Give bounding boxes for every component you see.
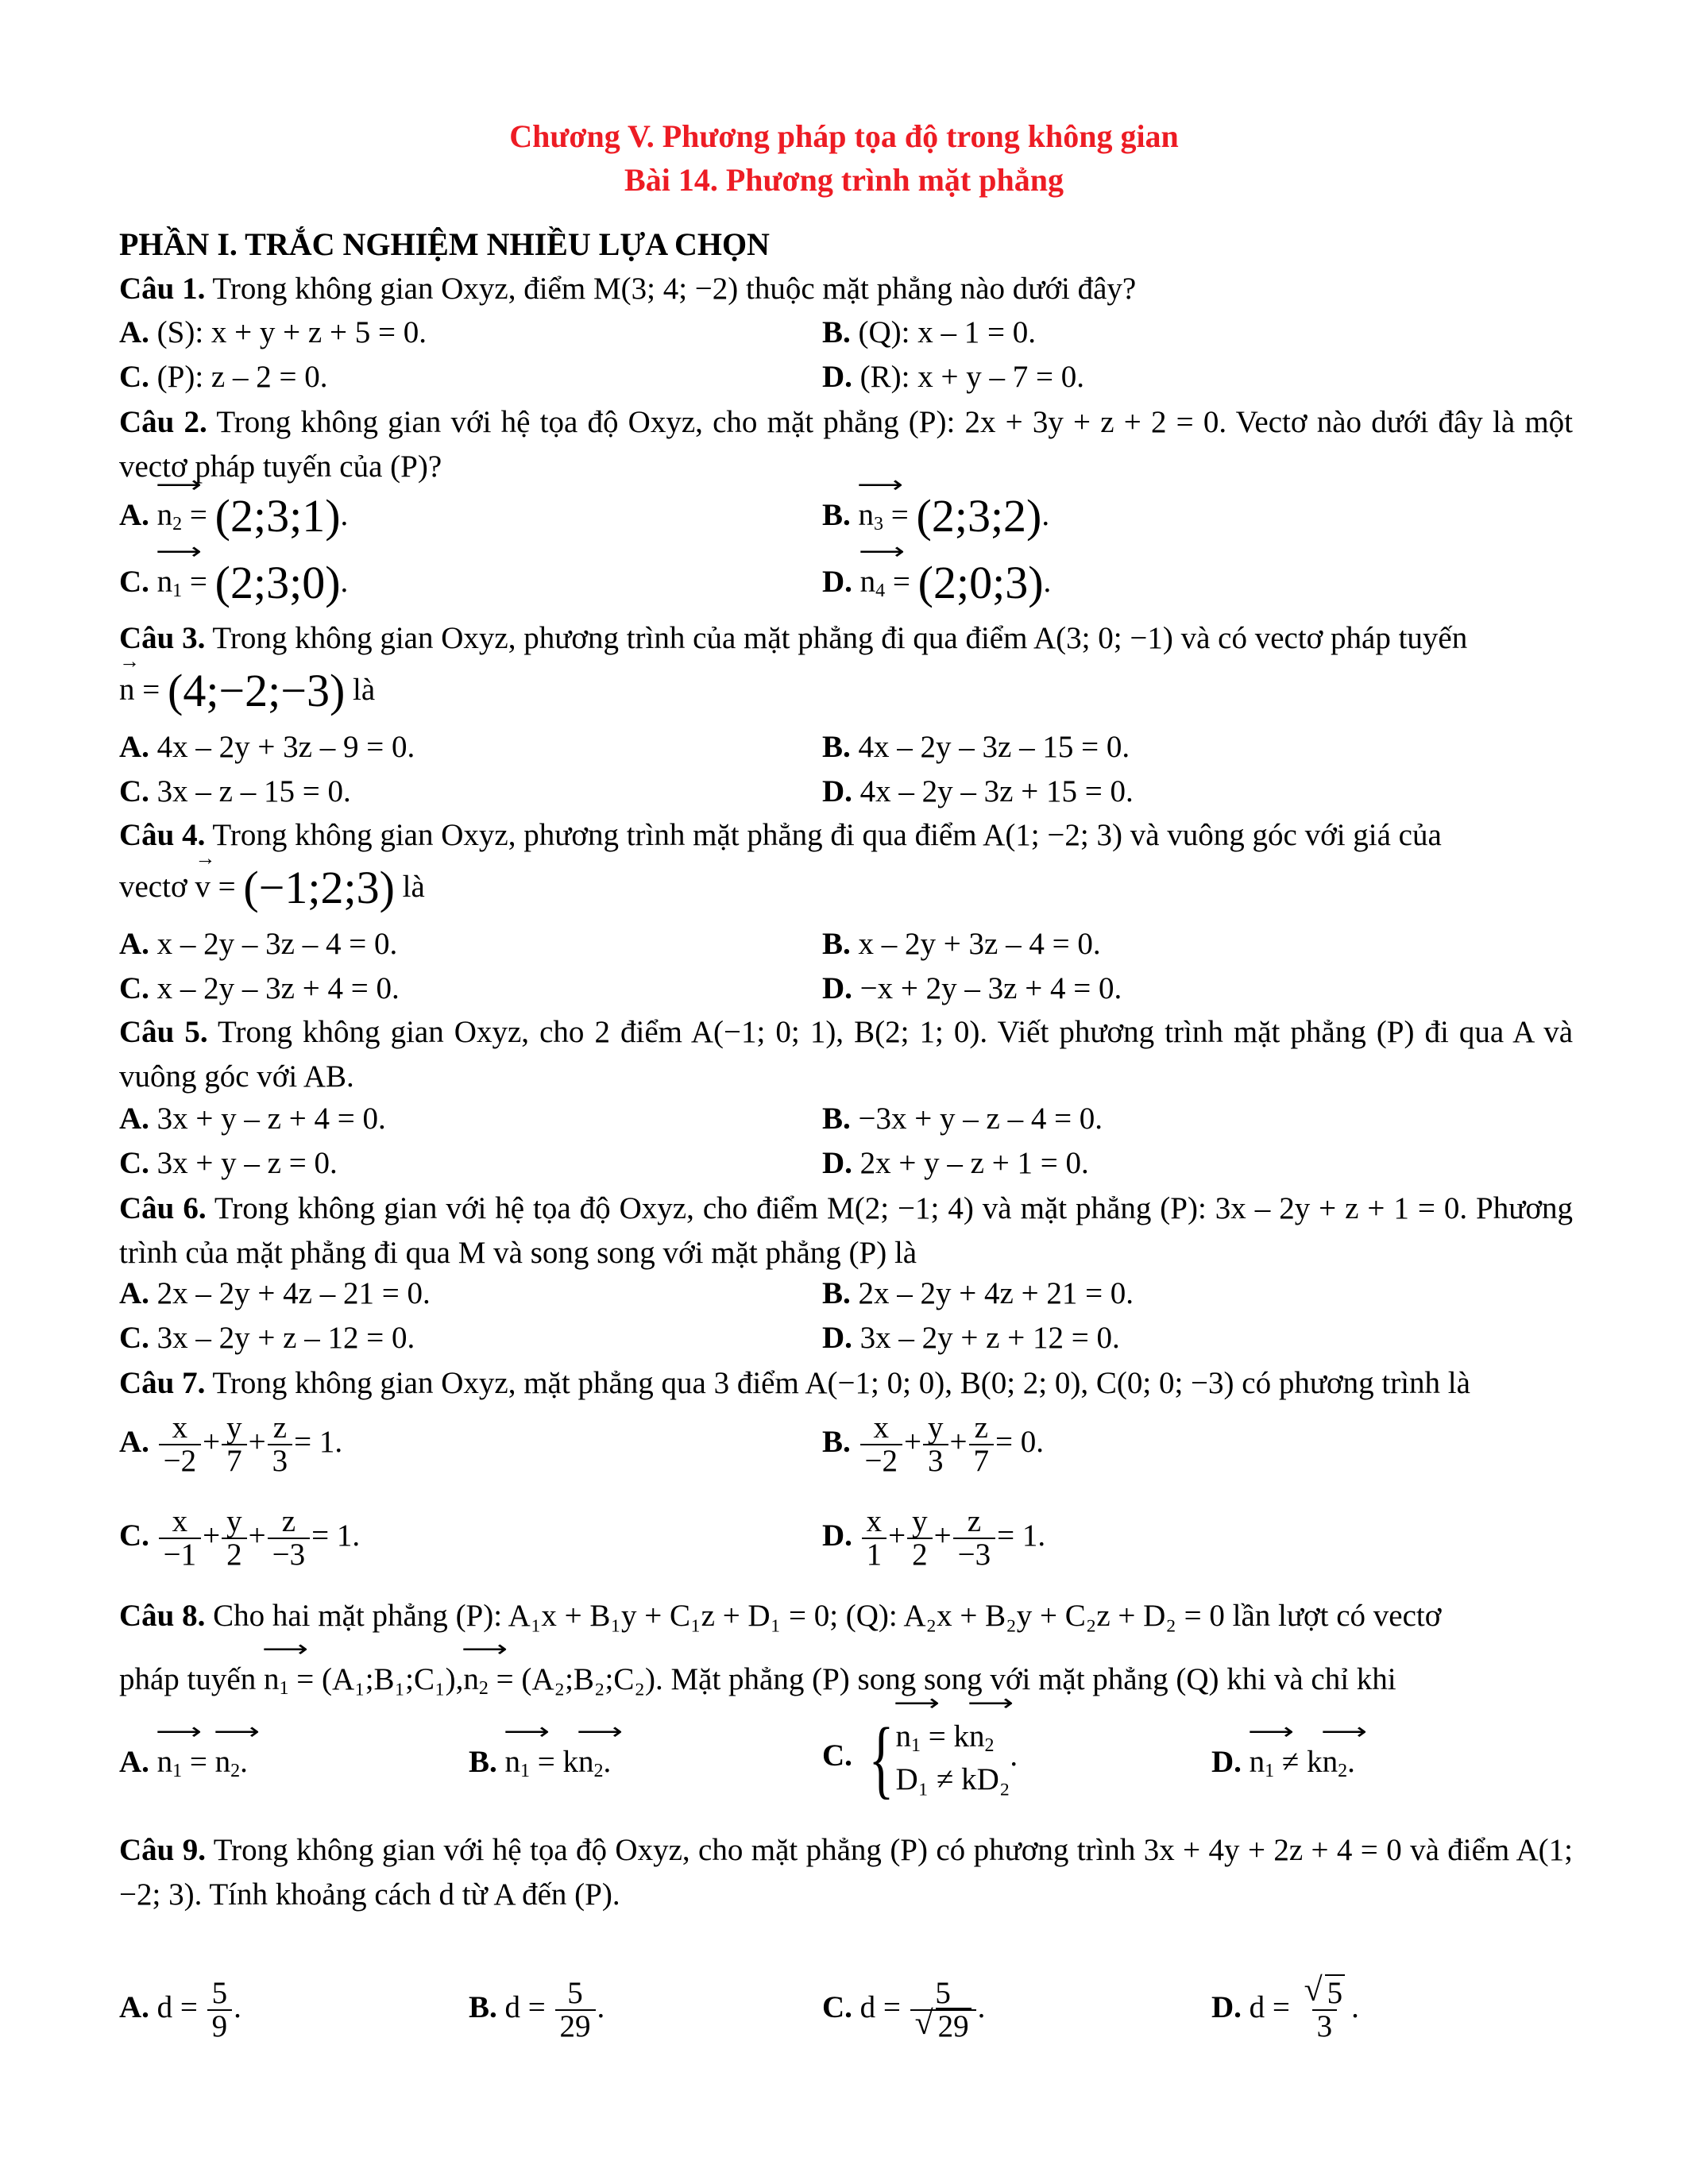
q8-option-d: D. ⟶ $n_1$ ≠ k⟶ $n_2$. [1211, 1744, 1355, 1780]
q2-option-d: D. ⟶ $n_4$ = (2;0;3). [822, 564, 1051, 600]
q5-option-a: A. 3x + y – z + 4 = 0. [119, 1102, 386, 1136]
q4-option-c: C. x – 2y – 3z + 4 = 0. [119, 971, 400, 1005]
q3-option-c: C. 3x – z – 15 = 0. [119, 774, 351, 808]
q3-vector: → n = (4;−2;−3) là [119, 672, 375, 708]
q5-option-c: C. 3x + y – z = 0. [119, 1146, 338, 1180]
q8-option-b: B. ⟶ $n_1$ = k⟶ $n_2$. [469, 1744, 611, 1780]
q4-vector: vectơ → v = (−1;2;3) là [119, 869, 425, 905]
question-2: Câu 2. Trong không gian với hệ tọa độ Oxyz, cho mặt phẳng (P): 2x + 3y + z + 2 = 0. Vectơ nào dưới đây là một vectơ pháp tuyến của (P)? [119, 405, 1574, 484]
question-8-line1: Câu 8. Cho hai mặt phẳng (P): A₁x + B₁y + C₁z + D₁ = 0; (Q): A₂x + B₂y + C₂z + D₂ = 0 lần lượt có vectơ [119, 1599, 1442, 1633]
q1-option-c: C. (P): z – 2 = 0. [119, 360, 328, 394]
q4-option-a: A. x – 2y – 3z – 4 = 0. [119, 927, 398, 961]
lesson-title: Bài 14. Phương trình mặt phẳng [624, 162, 1064, 198]
q4-option-b: B. x – 2y + 3z – 4 = 0. [822, 927, 1101, 961]
q7-option-b: B. $\frac{x}{-2}$ + $\frac{y}{3}$ + $\frac{z}{7}$ = 0. [822, 1410, 1045, 1478]
q6-option-b: B. 2x – 2y + 4z + 21 = 0. [822, 1276, 1134, 1310]
q7-option-d: D. $\frac{x}{1}$ + $\frac{y}{2}$ + $\frac{z}{-3}$ = 1. [822, 1504, 1046, 1572]
q3-option-d: D. 4x – 2y – 3z + 15 = 0. [822, 774, 1134, 808]
q2-option-b: B. ⟶ $n_3$ = (2;3;2). [822, 497, 1049, 533]
q6-option-c: C. 3x – 2y + z – 12 = 0. [119, 1321, 415, 1355]
question-4: Câu 4. Trong không gian Oxyz, phương trình mặt phẳng đi qua điểm A(1; −2; 3) và vuông góc với giá của [119, 818, 1442, 852]
q2-option-a: A. ⟶ $n_2$ = (2;3;1). [119, 497, 348, 533]
q5-option-b: B. −3x + y – z – 4 = 0. [822, 1102, 1103, 1136]
q3-option-a: A. 4x – 2y + 3z – 9 = 0. [119, 730, 415, 764]
question-1: Câu 1. Trong không gian Oxyz, điểm M(3; 4; −2) thuộc mặt phẳng nào dưới đây? [119, 272, 1137, 306]
q1-option-d: D. (R): x + y – 7 = 0. [822, 360, 1084, 394]
part-heading: PHẦN I. TRẮC NGHIỆM NHIỀU LỰA CHỌN [119, 226, 770, 262]
question-3: Câu 3. Trong không gian Oxyz, phương trình của mặt phẳng đi qua điểm A(3; 0; −1) và có vectơ pháp tuyến [119, 621, 1468, 655]
q3-option-b: B. 4x – 2y – 3z – 15 = 0. [822, 730, 1130, 764]
q6-option-d: D. 3x – 2y + z + 12 = 0. [822, 1321, 1120, 1355]
q9-option-b: B. d = $\frac{5}{29}$ . [469, 1976, 605, 2043]
q5-option-d: D. 2x + y – z + 1 = 0. [822, 1146, 1089, 1180]
q7-option-a: A. $\frac{x}{-2}$ + $\frac{y}{7}$ + $\frac{z}{3}$ = 1. [119, 1410, 343, 1478]
q4-option-d: D. −x + 2y – 3z + 4 = 0. [822, 971, 1122, 1005]
question-5: Câu 5. Trong không gian Oxyz, cho 2 điểm A(−1; 0; 1), B(2; 1; 0). Viết phương trình mặt phẳng (P) đi qua A và vuông góc với AB. [119, 1015, 1574, 1094]
q2-option-c: C. ⟶ $n_1$ = (2;3;0). [119, 564, 348, 600]
chapter-title: Chương V. Phương pháp tọa độ trong không gian [509, 118, 1179, 154]
q7-option-c: C. $\frac{x}{-1}$ + $\frac{y}{2}$ + $\frac{z}{-3}$ = 1. [119, 1504, 361, 1572]
q9-option-c: C. d = 5 √ 29 . [822, 1978, 985, 2043]
q1-option-b: B. (Q): x – 1 = 0. [822, 315, 1036, 349]
q1-option-a: A. (S): x + y + z + 5 = 0. [119, 315, 427, 349]
question-8-line2: pháp tuyến ⟶ $n_1$ = (A₁;B₁;C₁),⟶ $n_2$ = (A₂;B₂;C₂). Mặt phẳng (P) song song với mặt phẳng (Q) khi và chỉ khi [119, 1661, 1396, 1697]
q9-option-d: D. d = √ $\frac{5}{3}$ . [1211, 1978, 1359, 2043]
question-9: Câu 9. Trong không gian với hệ tọa độ Oxyz, cho mặt phẳng (P) có phương trình 3x + 4y + 2z + 4 = 0 và điểm A(1; −2; 3). Tính khoảng cách d từ A đến (P). [119, 1833, 1573, 1912]
q9-option-a: A. d = $\frac{5}{9}$ . [119, 1976, 241, 2043]
q8-option-c: C. { ⟶ $n_1$ = k⟶ $n_2$ D₁ ≠ kD₂ . [822, 1715, 1018, 1801]
q6-option-a: A. 2x – 2y + 4z – 21 = 0. [119, 1276, 431, 1310]
q8-option-a: A. ⟶ $n_1$ = ⟶ $n_2$. [119, 1744, 248, 1780]
question-7: Câu 7. Trong không gian Oxyz, mặt phẳng qua 3 điểm A(−1; 0; 0), B(0; 2; 0), C(0; 0; −3) có phương trình là [119, 1366, 1470, 1400]
question-6: Câu 6. Trong không gian với hệ tọa độ Oxyz, cho điểm M(2; −1; 4) và mặt phẳng (P): 3x – 2y + z + 1 = 0. Phương trình của mặt phẳng đi qua M và song song với mặt phẳng (P) là [119, 1191, 1573, 1270]
